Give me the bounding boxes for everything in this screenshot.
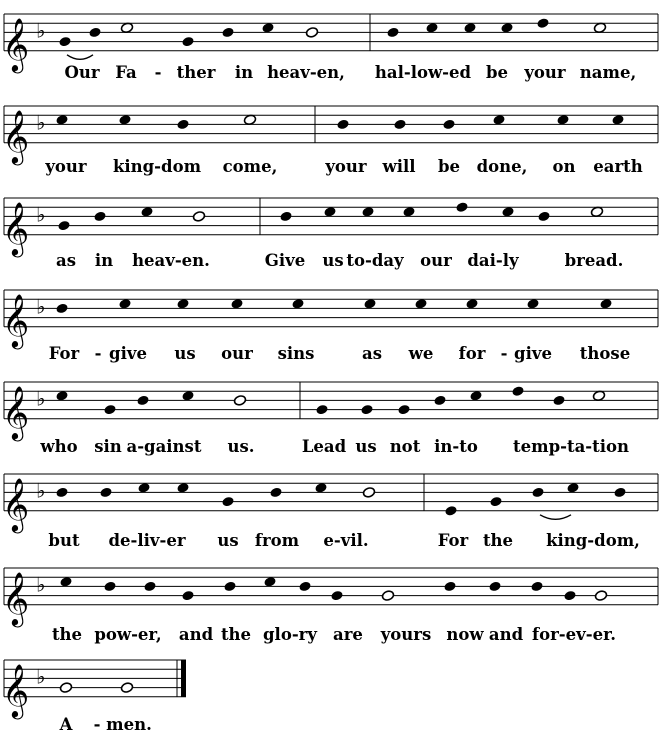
lyric-syllable: A [59, 715, 73, 734]
staff-system [2, 474, 658, 550]
treble-clef-icon: 𝄞 [2, 384, 30, 439]
lyric-syllable: your [45, 157, 87, 176]
lyric-syllable: men. [106, 715, 152, 734]
flat-icon: ♭ [36, 202, 46, 227]
lyric-syllable: us [322, 251, 344, 270]
quarter-note [88, 27, 101, 39]
treble-clef-icon: 𝄞 [2, 476, 30, 531]
flat-icon: ♭ [36, 386, 46, 411]
quarter-note [103, 404, 116, 416]
staff-system [2, 14, 658, 82]
lyric-syllable: temp-ta-tion [512, 437, 630, 456]
treble-clef-icon: 𝄞 [2, 200, 30, 255]
lyric-syllable: give [109, 344, 147, 363]
lyric-syllable: yours [380, 625, 432, 644]
quarter-note [221, 27, 234, 39]
flat-icon: ♭ [36, 478, 46, 503]
lyric-syllable: our [221, 344, 253, 363]
flat-icon: ♭ [36, 572, 46, 597]
lyric-syllable: to-day [346, 251, 404, 270]
quarter-note [58, 36, 71, 48]
lyric-syllable: glo-ry [263, 625, 317, 644]
quarter-note [433, 395, 446, 407]
lyric-syllable: those [579, 344, 631, 363]
lyric-syllable: dai-ly [467, 251, 519, 270]
treble-clef-icon: 𝄞 [2, 16, 30, 71]
quarter-note [530, 581, 543, 593]
quarter-note [181, 590, 194, 602]
quarter-note [57, 220, 70, 232]
flat-icon: ♭ [36, 110, 46, 135]
half-note [381, 590, 394, 602]
staff-system [2, 106, 658, 176]
final-barline [181, 660, 186, 697]
lyric-syllable: for [458, 344, 486, 363]
lyric-syllable: Give [264, 251, 306, 270]
lyric-syllable: ther [176, 63, 216, 82]
lyric-syllable: a-gainst [126, 437, 202, 456]
quarter-note [536, 17, 549, 29]
lyric-syllable: king-dom [112, 157, 202, 176]
flat-icon: ♭ [36, 664, 46, 689]
quarter-note [442, 119, 455, 131]
lyric-syllable: name, [579, 63, 637, 82]
lyric-syllable: bread. [564, 251, 624, 270]
quarter-note [511, 385, 524, 397]
lyric-syllable: the [482, 531, 514, 550]
lyric-syllable: the [51, 625, 83, 644]
quarter-note [143, 581, 156, 593]
slur [67, 55, 93, 60]
quarter-note [279, 211, 292, 223]
lyric-syllable: are [333, 625, 363, 644]
half-note [362, 487, 375, 499]
quarter-note [336, 119, 349, 131]
quarter-note [55, 487, 68, 499]
lyric-syllable: earth [593, 157, 643, 176]
staff-system [2, 382, 658, 456]
lyric-syllable: For [48, 344, 80, 363]
quarter-note [55, 303, 68, 315]
quarter-note [552, 395, 565, 407]
quarter-note [99, 487, 112, 499]
lyric-syllable: sins [277, 344, 315, 363]
lyric-syllable: your [524, 63, 566, 82]
lyric-syllable: the [220, 625, 252, 644]
lyric-syllable: heav-en, [267, 63, 345, 82]
quarter-note [136, 395, 149, 407]
lyric-syllable: e-vil. [323, 531, 369, 550]
lyric-syllable: - [154, 63, 162, 82]
quarter-note [563, 590, 576, 602]
lyric-syllable: king-dom, [546, 531, 640, 550]
staff-system [2, 568, 658, 644]
lyric-syllable: as [56, 251, 76, 270]
half-note [233, 395, 246, 407]
half-note [59, 682, 72, 694]
lyric-syllable: Our [64, 63, 100, 82]
lyric-syllable: us [174, 344, 196, 363]
quarter-note [443, 581, 456, 593]
quarter-note [223, 581, 236, 593]
quarter-note [103, 581, 116, 593]
quarter-note [531, 487, 544, 499]
quarter-note [393, 119, 406, 131]
lyric-syllable: done, [476, 157, 528, 176]
half-note [192, 211, 205, 223]
quarter-note [176, 119, 189, 131]
lyric-syllable: and [488, 625, 524, 644]
quarter-note [386, 27, 399, 39]
lyric-syllable: be [437, 157, 461, 176]
lyric-syllable: for-ev-er. [532, 625, 616, 644]
quarter-note [269, 487, 282, 499]
quarter-note [221, 496, 234, 508]
quarter-note [455, 201, 468, 213]
lyric-syllable: but [48, 531, 80, 550]
lyric-syllable: give [514, 344, 552, 363]
lyric-syllable: hal-low-ed [374, 63, 472, 82]
lyric-syllable: will [382, 157, 416, 176]
quarter-note [360, 404, 373, 416]
treble-clef-icon: 𝄞 [2, 662, 30, 717]
quarter-note [93, 211, 106, 223]
staff-system [2, 660, 186, 734]
flat-icon: ♭ [36, 18, 46, 43]
staff-system [2, 290, 658, 363]
quarter-note [537, 211, 550, 223]
quarter-note [298, 581, 311, 593]
quarter-note [489, 496, 502, 508]
lyric-syllable: Fa [115, 63, 137, 82]
quarter-note [315, 404, 328, 416]
lyric-syllable: us [355, 437, 377, 456]
lyric-syllable: from [254, 531, 300, 550]
lyric-syllable: us [217, 531, 239, 550]
half-note [594, 590, 607, 602]
treble-clef-icon: 𝄞 [2, 108, 30, 163]
lyric-syllable: in-to [434, 437, 478, 456]
lyric-syllable: who [40, 437, 78, 456]
half-note [120, 682, 133, 694]
treble-clef-icon: 𝄞 [2, 292, 30, 347]
lyric-syllable: - [94, 344, 102, 363]
quarter-note [613, 487, 626, 499]
lyric-syllable: your [325, 157, 367, 176]
lyric-syllable: not [389, 437, 421, 456]
lyric-syllable: as [362, 344, 382, 363]
lyric-syllable: we [408, 344, 434, 363]
lyric-syllable: sin [94, 437, 122, 456]
lyric-syllable: now [446, 625, 484, 644]
lyric-syllable: in [94, 251, 114, 270]
half-note [305, 27, 318, 39]
quarter-note [488, 581, 501, 593]
lyric-syllable: heav-en. [132, 251, 210, 270]
lyric-syllable: and [178, 625, 214, 644]
quarter-note [330, 590, 343, 602]
lyric-syllable: Lead [301, 437, 347, 456]
lyric-syllable: come, [222, 157, 278, 176]
lyric-syllable: in [234, 63, 254, 82]
lyric-syllable: - [500, 344, 508, 363]
treble-clef-icon: 𝄞 [2, 570, 30, 625]
lyric-syllable: us. [227, 437, 255, 456]
staff-system [2, 198, 658, 270]
slur [540, 515, 571, 520]
lyric-syllable: our [420, 251, 452, 270]
lyric-syllable: - [93, 715, 101, 734]
lyric-syllable: on [552, 157, 576, 176]
quarter-note [397, 404, 410, 416]
flat-icon: ♭ [36, 294, 46, 319]
lyric-syllable: de-liv-er [108, 531, 186, 550]
quarter-note [444, 505, 457, 517]
lyric-syllable: be [485, 63, 509, 82]
lyric-syllable: pow-er, [94, 625, 162, 644]
quarter-note [181, 36, 194, 48]
lyric-syllable: For [437, 531, 469, 550]
